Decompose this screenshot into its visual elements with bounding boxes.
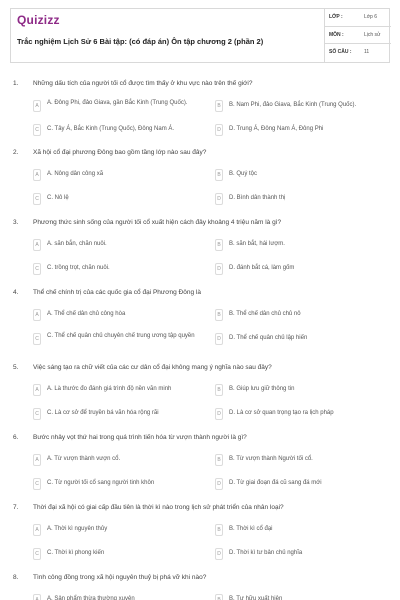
option-letter-box[interactable]: A [33,384,41,396]
option-text: C. Thời kì phong kiến [47,550,105,556]
answer-option[interactable] [33,548,203,562]
answer-option[interactable] [215,333,385,347]
answer-option[interactable] [215,263,385,277]
answer-option[interactable] [33,263,203,277]
answer-option[interactable] [33,524,203,538]
option-letter-box[interactable]: C [33,408,41,420]
option-letter-box[interactable]: D [215,263,223,275]
answer-option[interactable] [215,524,385,538]
option-text: D. Thời kì tư bản chủ nghĩa [229,550,303,556]
meta-label: SỐ CÂU : [329,49,352,56]
option-text: B. Tư hữu xuất hiện [229,596,283,600]
option-letter-box[interactable]: B [215,594,223,600]
option-letter-box[interactable]: B [215,239,223,251]
answer-option[interactable] [33,239,203,253]
meta-row-count [325,44,391,62]
option-letter-box[interactable]: A [33,524,41,536]
option-letter-box[interactable]: A [33,100,41,112]
option-letter-box[interactable]: D [215,333,223,345]
answer-option[interactable] [33,169,203,183]
answer-option[interactable] [215,100,385,114]
answer-option[interactable] [215,454,385,468]
answer-option[interactable] [215,124,385,138]
question-number: 6. [13,434,19,441]
option-text: D. Thể chế quân chủ lập hiến [229,335,308,341]
answer-option[interactable] [215,478,385,492]
option-letter-box[interactable]: B [215,309,223,321]
option-text: A. Là thước đo đánh giá trình độ nền văn minh [47,386,172,392]
option-text: C. Thể chế quân chủ chuyên chế trung ương tập quyền [47,333,195,339]
option-letter-box[interactable]: D [215,548,223,560]
option-text: C. trồng trọt, chăn nuôi. [47,265,110,271]
option-letter-box[interactable]: A [33,454,41,466]
answer-option[interactable] [33,594,203,600]
answer-option[interactable] [215,408,385,422]
option-text: A. Đông Phi, đảo Giava, gần Bắc Kinh (Trung Quốc). [47,100,188,106]
question-text: Thời đại xã hội có giai cấp đầu tiên là thời kì nào trong lịch sử phát triển của nhân loại? [33,504,284,511]
answer-option[interactable] [33,454,203,468]
meta-label: MÔN : [329,31,344,38]
option-text: D. Trung Á, Đông Nam Á, Đông Phi [229,126,324,132]
answer-option[interactable] [33,408,203,422]
option-text: B. Nam Phi, đảo Giava, Bắc Kinh (Trung Quốc). [229,102,357,108]
question-number: 7. [13,504,19,511]
option-text: A. Từ vượn thành vượn cổ. [47,456,121,462]
option-text: A. Thời kì nguyên thủy [47,526,108,532]
question-number: 5. [13,364,19,371]
option-text: C. Là cơ sở để truyền bá văn hóa rộng rãi [47,410,159,416]
question-number: 1. [13,80,19,87]
option-letter-box[interactable]: C [33,548,41,560]
question-text: Việc sáng tạo ra chữ viết của các cư dân cổ đại không mang ý nghĩa nào sau đây? [33,364,272,371]
answer-option[interactable] [33,384,203,398]
answer-option[interactable] [215,594,385,600]
option-letter-box[interactable]: C [33,333,41,345]
answer-option[interactable] [215,384,385,398]
question-text: Xã hội cổ đại phương Đông bao gồm tầng lớp nào sau đây? [33,149,207,156]
meta-label: LỚP : [329,14,343,20]
meta-table [324,9,391,62]
option-text: A. Sản phẩm thừa thường xuyên [47,596,135,600]
option-letter-box[interactable]: D [215,193,223,205]
option-letter-box[interactable]: A [33,239,41,251]
option-letter-box[interactable]: D [215,478,223,490]
option-text: A. săn bắn, chăn nuôi. [47,241,107,247]
question-number: 4. [13,289,19,296]
question-number: 2. [13,149,19,156]
answer-option[interactable] [33,193,203,207]
option-letter-box[interactable]: C [33,478,41,490]
question-text: Bước nhảy vọt thứ hai trong quá trình tiến hóa từ vượn thành người là gì? [33,434,247,441]
option-text: A. Thể chế dân chủ công hòa [47,311,126,317]
option-text: B. săn bắt, hái lượm. [229,241,285,247]
option-text: B. Quý tộc [229,171,258,177]
option-letter-box[interactable]: C [33,193,41,205]
option-letter-box[interactable]: B [215,169,223,181]
answer-option[interactable] [33,478,203,492]
option-letter-box[interactable]: B [215,524,223,536]
meta-value: Lịch sử [364,31,381,38]
option-text: B. Thời kì cổ đại [229,526,273,532]
answer-option[interactable] [215,548,385,562]
option-letter-box[interactable]: B [215,454,223,466]
option-text: B. Thể chế dân chủ chủ nô [229,311,301,317]
answer-option[interactable] [215,239,385,253]
answer-option[interactable] [33,124,203,138]
option-text: B. Giúp lưu giữ thông tin [229,386,295,392]
option-text: C. Tây Á, Bắc Kinh (Trung Quốc), Đông Nam Á. [47,126,175,132]
question-number: 8. [13,574,19,581]
question-text: Thể chế chính trị của các quốc gia cổ đại Phương Đông là [33,289,201,296]
option-letter-box[interactable]: A [33,594,41,600]
meta-value: 11 [364,49,370,56]
option-letter-box[interactable]: B [215,100,223,112]
answer-option[interactable] [215,309,385,323]
option-text: D. đánh bắt cá, làm gốm [229,265,295,271]
option-text: B. Từ vượn thành Người tối cổ. [229,456,313,462]
option-text: A. Nông dân công xã [47,171,104,177]
answer-option[interactable] [215,193,385,207]
meta-row-class [325,9,391,27]
question-text: Những dấu tích của người tối cổ được tìm thấy ở khu vực nào trên thế giới? [33,80,253,87]
option-letter-box[interactable]: D [215,408,223,420]
option-letter-box[interactable]: C [33,263,41,275]
answer-option[interactable] [215,169,385,183]
option-text: C. Nô lệ [47,195,69,201]
document-title: Trắc nghiệm Lịch Sử 6 Bài tập: (có đáp án) Ôn tập chương 2 (phần 2) [17,37,264,46]
quizizz-logo: Quizizz [17,13,60,27]
option-letter-box[interactable]: D [215,124,223,136]
answer-option[interactable] [33,100,203,114]
question-text: Tình công đồng trong xã hội nguyên thuỷ bị phá vỡ khi nào? [33,574,207,581]
question-number: 3. [13,219,19,226]
worksheet-header [10,8,390,63]
option-text: D. Bình dân thành thị [229,195,286,201]
answer-option[interactable] [33,309,203,323]
answer-option[interactable] [33,333,203,347]
option-text: C. Từ người tối cổ sang người tinh khôn [47,480,155,486]
option-text: D. Từ giai đoạn đá cũ sang đá mới [229,480,322,486]
option-letter-box[interactable]: A [33,169,41,181]
option-letter-box[interactable]: A [33,309,41,321]
option-text: D. Là cơ sở quan trọng tạo ra lịch pháp [229,410,334,416]
question-text: Phương thức sinh sống của người tối cổ xuất hiện cách đây khoảng 4 triệu năm là gì? [33,219,282,226]
meta-value: Lớp 6 [364,14,378,20]
option-letter-box[interactable]: C [33,124,41,136]
option-letter-box[interactable]: B [215,384,223,396]
meta-row-subject [325,27,391,45]
